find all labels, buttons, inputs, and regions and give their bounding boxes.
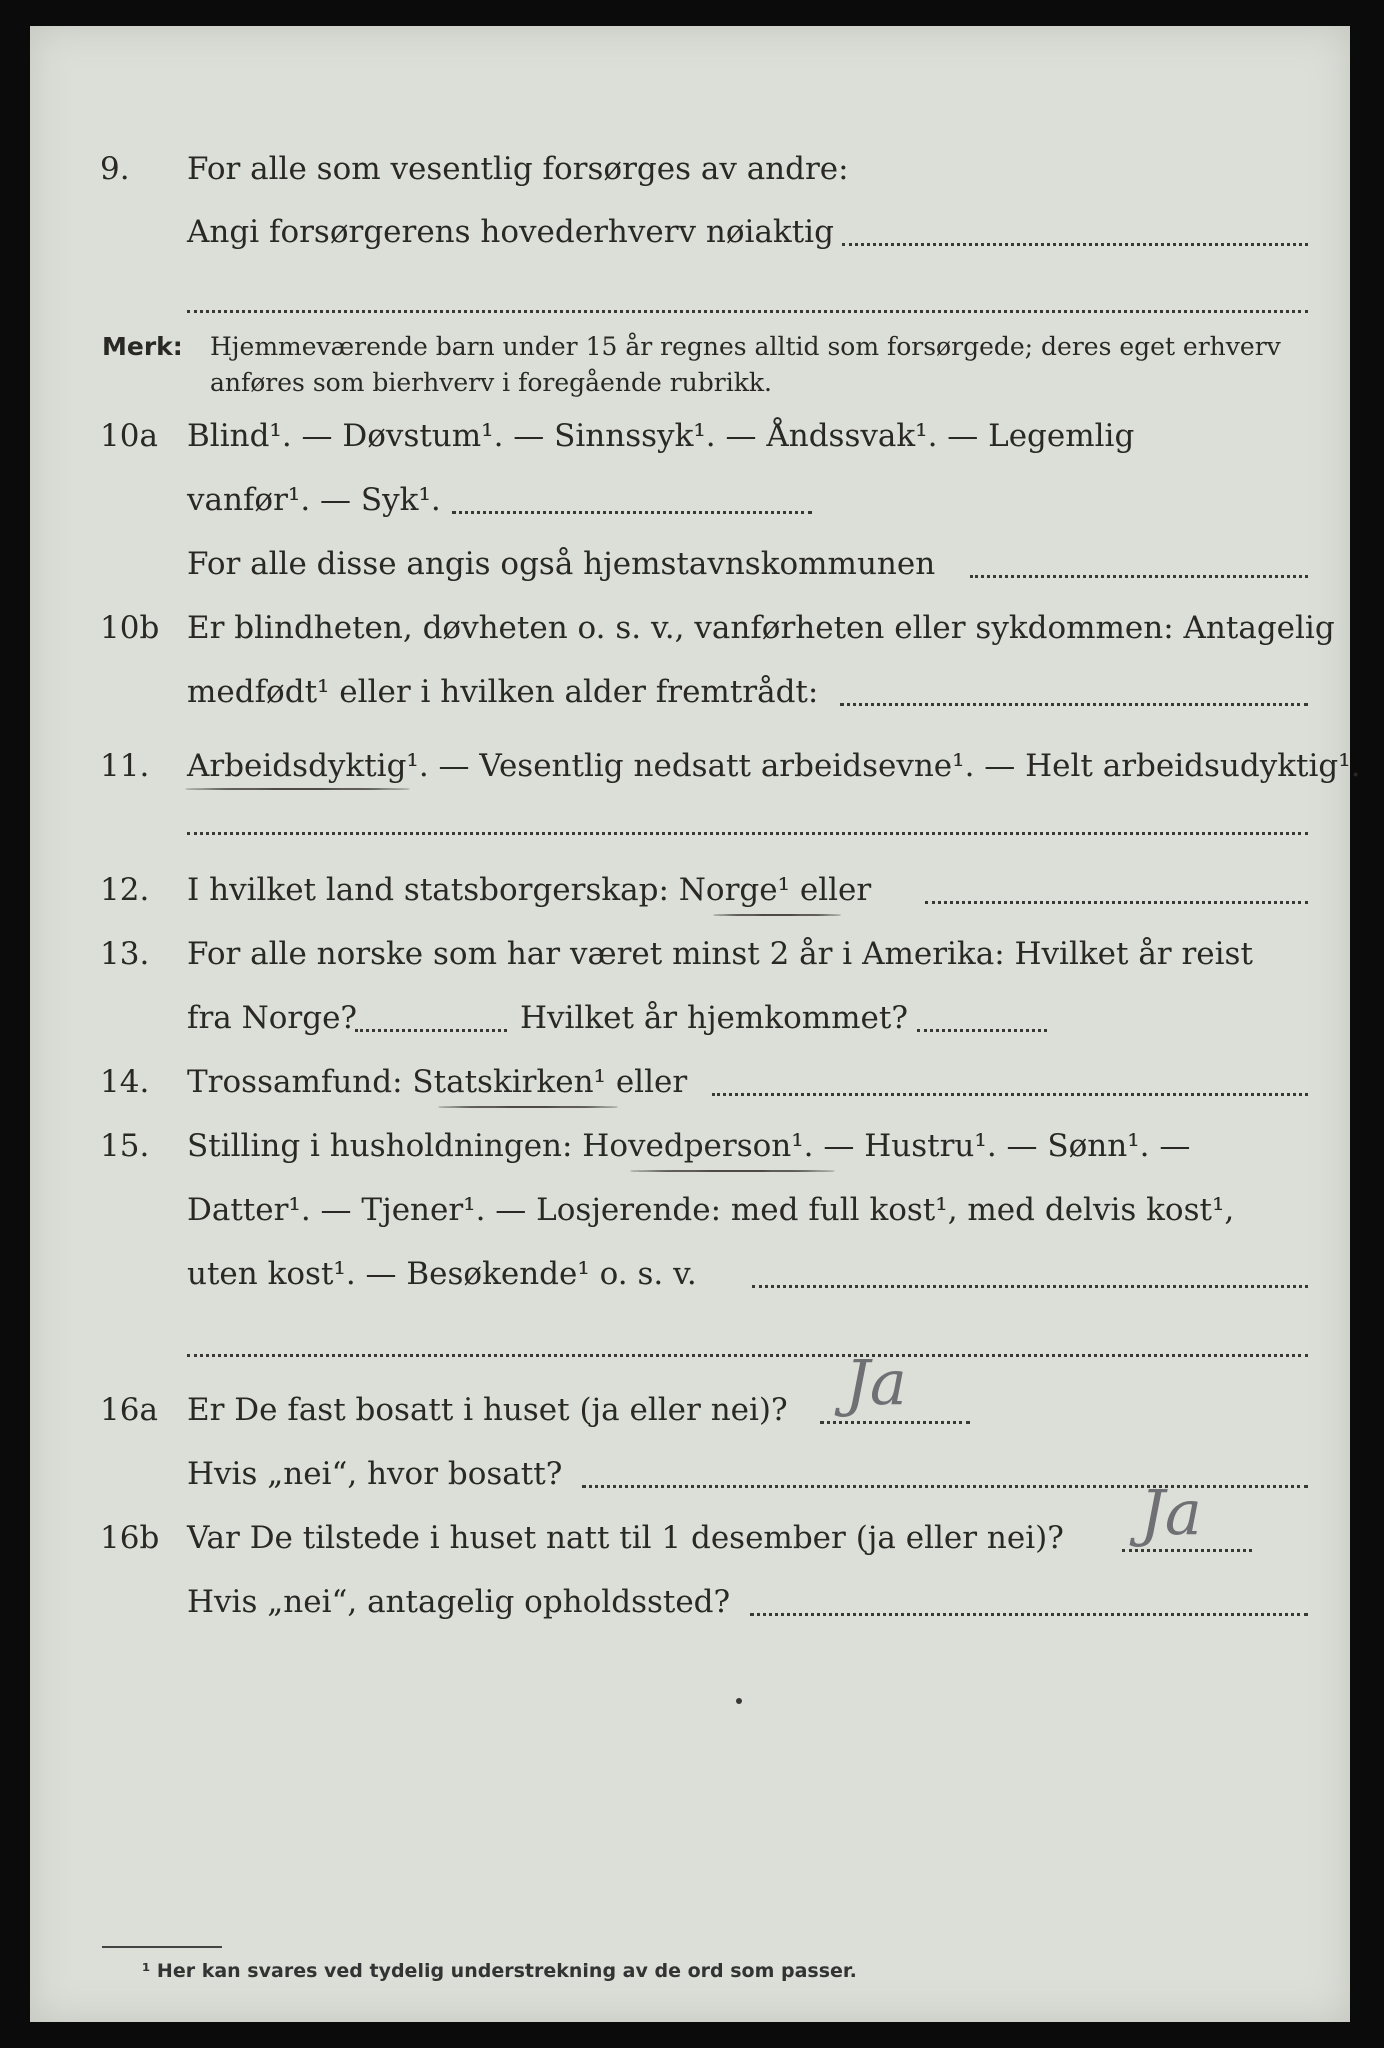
q10b-number: 10b <box>100 610 160 646</box>
q10b-answer-line[interactable] <box>840 703 1308 706</box>
q10b-row-1 <box>30 610 1350 650</box>
q16a-line-2: Hvis „nei“, hvor bosatt? <box>187 1456 563 1492</box>
q15-row-1 <box>30 1128 1350 1168</box>
q16b-line-2: Hvis „nei“, antagelig opholdssted? <box>187 1584 731 1620</box>
q13-hjemkommet-line[interactable] <box>917 1029 1047 1032</box>
q16a-answer-line[interactable] <box>820 1421 970 1424</box>
q10b-row-2 <box>30 674 1350 714</box>
q16b-line-1: Var De tilstede i huset natt til 1 desember (ja eller nei)? <box>187 1520 1064 1556</box>
q16a-handwritten-answer: Ja <box>845 1346 907 1419</box>
q11-underline-mark <box>185 788 410 790</box>
merk-line-1: Hjemmeværende barn under 15 år regnes alltid som forsørgede; deres eget erhverv <box>210 332 1281 361</box>
q10a-row-2 <box>30 482 1350 522</box>
q16b-answer-line[interactable] <box>1122 1549 1252 1552</box>
q9-answer-line-2[interactable] <box>187 310 1308 313</box>
q10a-number: 10a <box>100 418 158 454</box>
q13-line-2a: fra Norge? <box>187 1000 358 1036</box>
q15-underline-mark <box>630 1170 835 1172</box>
q15-number: 15. <box>100 1128 150 1164</box>
q12-underline-mark <box>713 914 841 916</box>
q15-row-3 <box>30 1256 1350 1296</box>
q10b-line-1: Er blindheten, døvheten o. s. v., vanførheten eller sykdommen: Antagelig <box>187 610 1335 646</box>
merk-label: Merk: <box>102 332 183 361</box>
q13-reist-line[interactable] <box>355 1029 507 1032</box>
q12-answer-line[interactable] <box>925 901 1308 904</box>
q15-row-2 <box>30 1192 1350 1232</box>
q9-answer-line[interactable] <box>842 243 1308 246</box>
merk-row-2 <box>30 368 1350 408</box>
q9-line-2: Angi forsørgerens hovederhverv nøiaktig <box>187 214 834 250</box>
merk-line-2: anføres som bierhverv i foregående rubrikk. <box>210 368 772 397</box>
q12-number: 12. <box>100 872 150 908</box>
q9-row-2 <box>30 214 1350 254</box>
q15-answer-line[interactable] <box>752 1285 1308 1288</box>
q15-line-3: uten kost¹. — Besøkende¹ o. s. v. <box>187 1256 697 1292</box>
q9-row-1 <box>30 151 1350 191</box>
q10a-line-1: Blind¹. — Døvstum¹. — Sinnssyk¹. — Åndssvak¹. — Legemlig <box>187 418 1135 454</box>
q10a-row-3 <box>30 546 1350 586</box>
q13-number: 13. <box>100 936 150 972</box>
q14-underline-mark <box>438 1106 618 1108</box>
q14-row-1 <box>30 1064 1350 1104</box>
q16a-number: 16a <box>100 1392 158 1428</box>
q15-answer-line-2[interactable] <box>187 1354 1308 1357</box>
q10a-kommune-line[interactable] <box>970 575 1308 578</box>
q16b-row-2 <box>30 1584 1350 1624</box>
q13-line-2b: Hvilket år hjemkommet? <box>520 1000 908 1036</box>
q14-line-1: Trossamfund: Statskirken¹ eller <box>187 1064 688 1100</box>
q12-row-1 <box>30 872 1350 912</box>
q11-number: 11. <box>100 748 150 784</box>
q10a-answer-line[interactable] <box>452 511 812 514</box>
q11-line-1: Arbeidsdyktig¹. — Vesentlig nedsatt arbeidsevne¹. — Helt arbeidsudyktig¹. <box>187 748 1361 784</box>
form-page <box>30 26 1361 2022</box>
ink-dot <box>736 1698 742 1704</box>
q13-row-2 <box>30 1000 1350 1040</box>
footnote-rule <box>102 1946 222 1948</box>
q10a-row-1 <box>30 418 1350 458</box>
q16b-opholdssted-line[interactable] <box>750 1613 1308 1616</box>
q9-number: 9. <box>100 151 130 187</box>
q12-line-1: I hvilket land statsborgerskap: Norge¹ eller <box>187 872 872 908</box>
q16a-line-1: Er De fast bosatt i huset (ja eller nei)? <box>187 1392 788 1428</box>
q13-row-1 <box>30 936 1350 976</box>
q10b-line-2: medfødt¹ eller i hvilken alder fremtrådt: <box>187 674 819 710</box>
q14-number: 14. <box>100 1064 150 1100</box>
q16b-number: 16b <box>100 1520 160 1556</box>
q10a-line-3: For alle disse angis også hjemstavnskommunen <box>187 546 936 582</box>
q16a-row-1 <box>30 1392 1350 1432</box>
q10a-line-2: vanfør¹. — Syk¹. <box>187 482 441 518</box>
q13-line-1: For alle norske som har været minst 2 år i Amerika: Hvilket år reist <box>187 936 1253 972</box>
q15-line-1: Stilling i husholdningen: Hovedperson¹. — Hustru¹. — Sønn¹. — <box>187 1128 1191 1164</box>
q9-line-1: For alle som vesentlig forsørges av andre: <box>187 151 849 187</box>
q16b-handwritten-answer: Ja <box>1140 1476 1202 1549</box>
q14-answer-line[interactable] <box>712 1093 1308 1096</box>
footnote-text: ¹ Her kan svares ved tydelig understrekning av de ord som passer. <box>142 1960 857 1982</box>
merk-row-1 <box>30 332 1350 372</box>
q11-answer-line[interactable] <box>187 832 1308 835</box>
q11-row-1 <box>30 748 1361 788</box>
q15-line-2: Datter¹. — Tjener¹. — Losjerende: med full kost¹, med delvis kost¹, <box>187 1192 1235 1228</box>
